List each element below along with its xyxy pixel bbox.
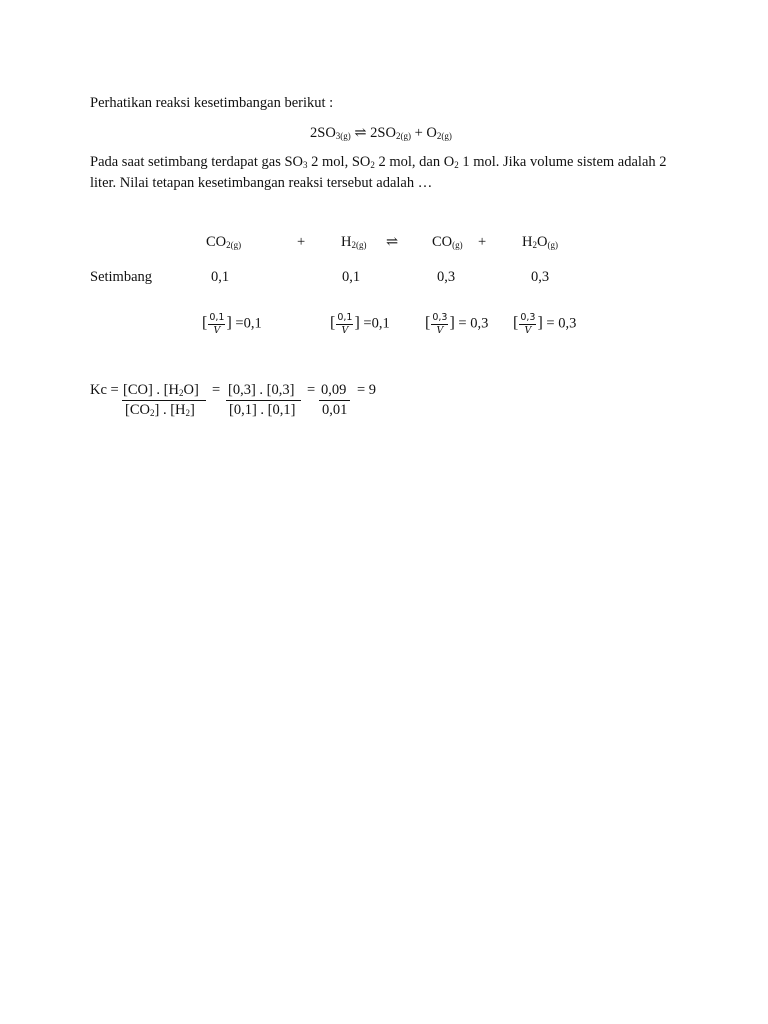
kc-fraction-line-3 bbox=[319, 400, 350, 401]
eq2-co: $CO_{(g)}$ bbox=[432, 234, 463, 251]
problem-text-2: 2 mol, SO bbox=[307, 154, 371, 170]
concentration-h2: [ $\frac{0,1}{V}$ ] =0,1 bbox=[330, 312, 390, 336]
concentration-co2: [ $\frac{0,1}{V}$ ] =0,1 bbox=[202, 312, 262, 336]
problem-sub-1: 3 bbox=[303, 160, 308, 171]
problem-sub-3: 2 bbox=[454, 160, 459, 171]
kc-equals-1: = bbox=[212, 382, 221, 398]
eq1-reactant-sub: 3(g) bbox=[335, 131, 351, 142]
eq1-product2-sub: 2(g) bbox=[436, 131, 452, 142]
eq1-reactant: 2SO bbox=[310, 125, 336, 141]
kc-fraction-line-2 bbox=[226, 400, 301, 401]
kc-result: = 9 bbox=[357, 382, 377, 398]
kc-numerator-3: 0,09 bbox=[321, 382, 347, 398]
eq2-co2: $CO_{2(g)}$ bbox=[206, 234, 242, 251]
concentration-h2o: [ $\frac{0,3}{V}$ ] = 0,3 bbox=[513, 312, 577, 336]
eq1-product1: 2SO bbox=[370, 125, 396, 141]
kc-numerator-2: [0,3] . [0,3] bbox=[228, 382, 295, 398]
setimbang-value-co: 0,3 bbox=[437, 269, 456, 285]
problem-text-3: 2 mol, dan O bbox=[374, 154, 455, 170]
eq2-h2: $H_{2(g)}$ bbox=[341, 234, 367, 251]
equation-1 bbox=[310, 126, 452, 141]
eq2-plus-1: + bbox=[297, 234, 306, 250]
eq2-h2o: $H_2O_{(g)}$ bbox=[522, 234, 558, 251]
problem-paragraph bbox=[90, 152, 690, 194]
problem-text-4: 1 mol. Jika volume sistem adalah 2 liter. Nilai tetapan kesetimbangan reaksi tersebut adalah … bbox=[90, 154, 667, 191]
kc-fraction-line-1 bbox=[122, 400, 206, 401]
kc-numerator-1: [CO] . $[H_2O]$ bbox=[123, 382, 199, 399]
problem-text-1: Pada saat setimbang terdapat gas SO bbox=[90, 154, 304, 170]
kc-denominator-3: 0,01 bbox=[322, 402, 348, 418]
kc-denominator-1: $[CO_2]$ . $[H_2]$ bbox=[125, 402, 195, 419]
setimbang-value-h2o: 0,3 bbox=[531, 269, 550, 285]
eq1-product2: O bbox=[426, 125, 437, 141]
kc-label: Kc = bbox=[90, 382, 119, 398]
kc-denominator-2: [0,1] . [0,1] bbox=[229, 402, 296, 418]
problem-sub-2: 2 bbox=[370, 160, 375, 171]
setimbang-value-co2: 0,1 bbox=[211, 269, 230, 285]
setimbang-value-h2: 0,1 bbox=[342, 269, 361, 285]
eq1-arrow: ⇌ bbox=[354, 125, 367, 141]
setimbang-label: Setimbang bbox=[90, 269, 153, 285]
eq2-plus-2: + bbox=[478, 234, 487, 250]
intro-text: Perhatikan reaksi kesetimbangan berikut : bbox=[90, 95, 334, 111]
kc-equals-2: = bbox=[307, 382, 316, 398]
concentration-co: [ $\frac{0,3}{V}$ ] = 0,3 bbox=[425, 312, 489, 336]
eq2-arrow: ⇌ bbox=[386, 234, 399, 250]
eq1-product1-sub: 2(g) bbox=[395, 131, 411, 142]
eq1-plus: + bbox=[414, 125, 423, 141]
